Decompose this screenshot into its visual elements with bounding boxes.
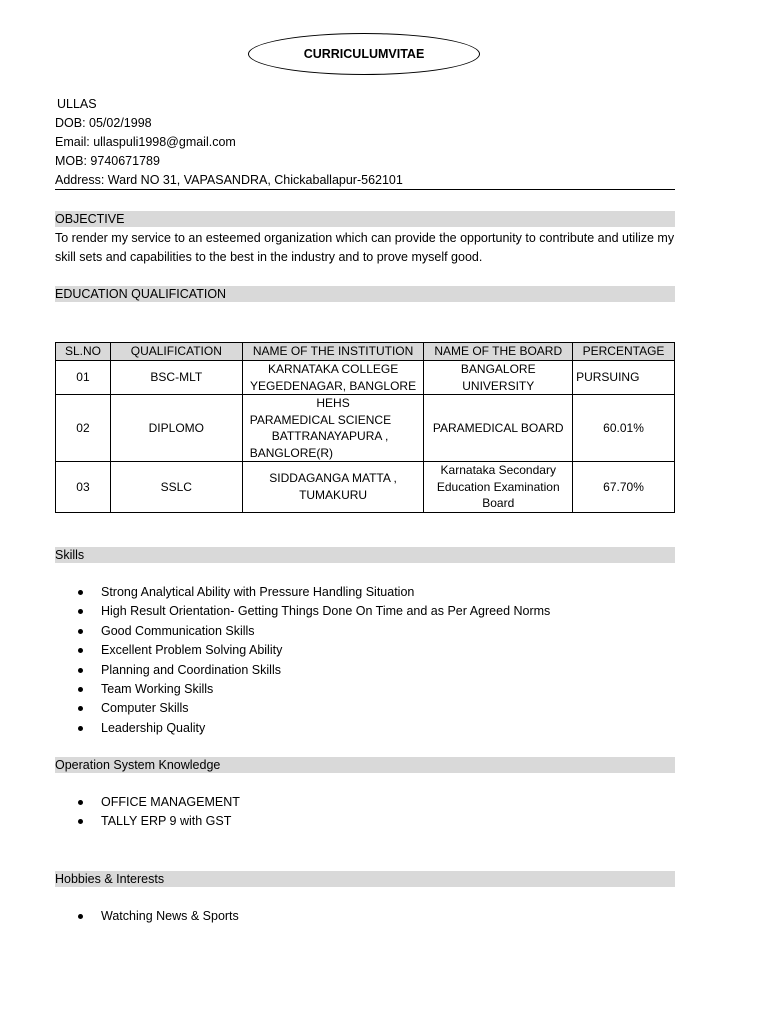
column-header: QUALIFICATION: [110, 343, 242, 361]
serial-cell: 02: [56, 395, 111, 462]
education-heading: EDUCATION QUALIFICATION: [55, 286, 675, 302]
bullet-icon: [78, 590, 83, 595]
skills-heading: Skills: [55, 547, 675, 563]
email-address: Email: ullaspuli1998@gmail.com: [55, 135, 236, 149]
qualification-cell: DIPLOMO: [110, 395, 242, 462]
mobile-number: MOB: 9740671789: [55, 154, 160, 168]
header-divider: [55, 189, 675, 190]
document-title: CURRICULUMVITAE: [248, 33, 480, 75]
percentage-cell: 67.70%: [573, 462, 675, 513]
board-line: Karnataka Secondary: [440, 463, 556, 477]
institution-line: TUMAKURU: [299, 487, 368, 502]
objective-heading: OBJECTIVE: [55, 211, 675, 227]
column-header: NAME OF THE INSTITUTION: [242, 343, 424, 361]
institution-line: YEGEDENAGAR, BANGLORE: [250, 378, 417, 393]
institution-cell: [242, 361, 424, 395]
qualification-cell: SSLC: [110, 462, 242, 513]
postal-address: Address: Ward NO 31, VAPASANDRA, Chickaballapur-562101: [55, 173, 403, 187]
board-cell: [424, 361, 573, 395]
board-cell: [424, 395, 573, 462]
serial-cell: 03: [56, 462, 111, 513]
bullet-icon: [78, 800, 83, 805]
bullet-icon: [78, 668, 83, 673]
board-line: Education Examination: [436, 479, 560, 494]
board-line: BANGALORE: [460, 362, 536, 376]
bullet-icon: [78, 914, 83, 919]
table-row: [56, 361, 675, 395]
table-row: [56, 395, 675, 462]
board-line: UNIVERSITY: [462, 378, 535, 393]
education-table: [55, 342, 675, 513]
institution-cell: [242, 395, 424, 462]
bullet-icon: [78, 648, 83, 653]
institution-cell: [242, 462, 424, 513]
column-header: NAME OF THE BOARD: [424, 343, 573, 361]
institution-line: KARNATAKA COLLEGE: [267, 362, 399, 376]
qualification-cell: BSC-MLT: [110, 361, 242, 395]
bullet-icon: [78, 706, 83, 711]
board-line: Board: [482, 496, 515, 510]
percentage-cell: 60.01%: [573, 395, 675, 462]
bullet-icon: [78, 687, 83, 692]
board-cell: [424, 462, 573, 513]
bullet-icon: [78, 819, 83, 824]
date-of-birth: DOB: 05/02/1998: [55, 116, 152, 130]
institution-line: PARAMEDICAL SCIENCE: [249, 412, 392, 427]
institution-line: HEHS: [316, 396, 350, 410]
column-header: SL.NO: [56, 343, 111, 361]
bullet-icon: [78, 609, 83, 614]
percentage-cell: PURSUING: [573, 361, 675, 395]
bullet-icon: [78, 726, 83, 731]
os-knowledge-heading: Operation System Knowledge: [55, 757, 675, 773]
column-header: PERCENTAGE: [573, 343, 675, 361]
table-header-row: [56, 343, 675, 361]
objective-text: To render my service to an esteemed organization which can provide the opportunity to contribute and utilize my skill sets and capabilities to the best in the industry and to prove myself good.: [55, 231, 675, 264]
institution-line: BANGLORE(R): [249, 445, 334, 460]
table-row: [56, 462, 675, 513]
candidate-name: ULLAS: [57, 97, 97, 111]
hobbies-heading: Hobbies & Interests: [55, 871, 675, 887]
institution-line: BATTRANAYAPURA ,: [271, 429, 389, 443]
board-line: PARAMEDICAL BOARD: [432, 420, 564, 435]
bullet-icon: [78, 629, 83, 634]
serial-cell: 01: [56, 361, 111, 395]
institution-line: SIDDAGANGA MATTA ,: [269, 471, 397, 486]
